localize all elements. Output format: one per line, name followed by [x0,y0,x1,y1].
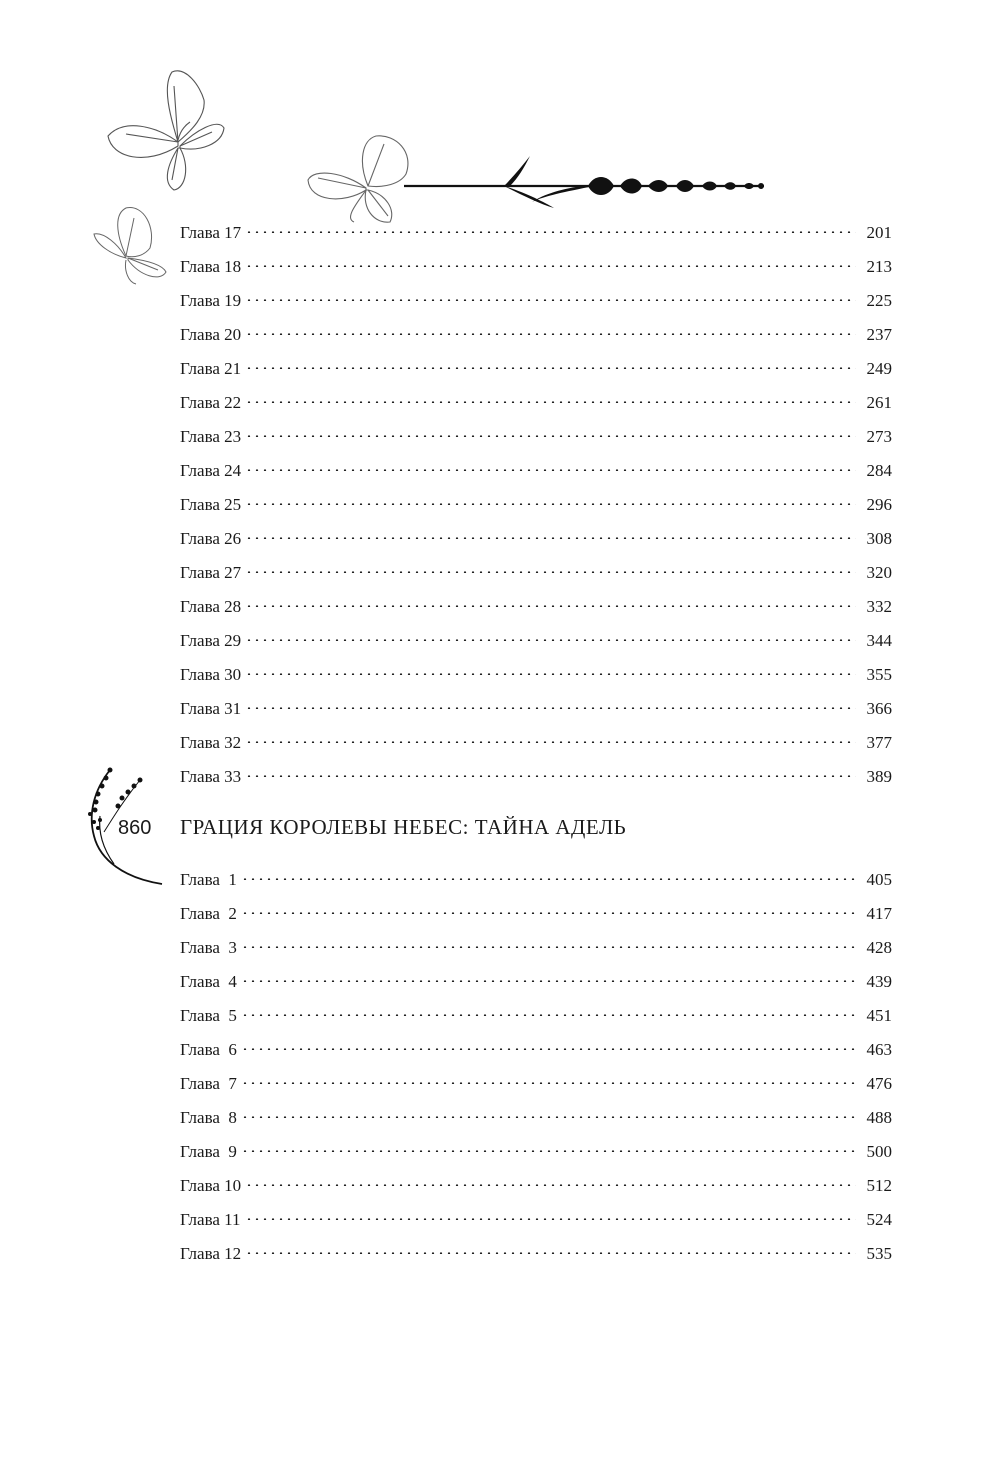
chapter-page-number: 213 [866,257,892,276]
toc-entry [180,624,892,658]
dot-leader [245,775,856,777]
toc-entry [180,488,892,522]
toc-list [180,863,892,1271]
chapter-label: Глава 29 [180,631,242,650]
dot-leader [245,605,856,607]
chapter-label: Глава 6 [180,1040,237,1059]
dot-leader [245,1218,856,1220]
dot-leader [245,673,856,675]
dot-leader [245,741,856,743]
toc-entry [180,284,892,318]
chapter-label: Глава 9 [180,1142,237,1161]
chapter-label: Глава 17 [180,223,242,242]
dot-leader [245,571,856,573]
toc-entry [180,216,892,250]
dot-leader [241,980,856,982]
dot-leader [241,1116,856,1118]
toc-entry [180,386,892,420]
chapter-label: Глава 4 [180,972,237,991]
dot-leader [241,946,856,948]
chapter-label: Глава 10 [180,1176,242,1195]
chapter-page-number: 296 [866,495,892,514]
chapter-page-number: 261 [866,393,892,412]
chapter-page-number: 344 [866,631,892,650]
page-number: 860 [118,817,152,839]
toc-entry [180,999,892,1033]
chapter-label: Глава 28 [180,597,242,616]
chapter-page-number: 389 [866,767,892,786]
dot-leader [241,912,856,914]
chapter-page-number: 308 [866,529,892,548]
chapter-page-number: 320 [866,563,892,582]
chapter-label: Глава 21 [180,359,242,378]
toc-entry [180,863,892,897]
dot-leader [241,1014,856,1016]
dot-leader [241,878,856,880]
chapter-label: Глава 26 [180,529,242,548]
toc-entry [180,1203,892,1237]
toc-entry [180,250,892,284]
dot-leader [245,1184,856,1186]
chapter-page-number: 417 [866,904,892,923]
toc-entry [180,352,892,386]
toc-entry [180,454,892,488]
chapter-page-number: 237 [866,325,892,344]
toc-entry [180,931,892,965]
dot-leader [241,1048,856,1050]
dot-leader [245,231,856,233]
chapter-label: Глава 23 [180,427,242,446]
chapter-page-number: 428 [866,938,892,957]
dot-leader [245,367,856,369]
chapter-label: Глава 5 [180,1006,237,1025]
toc-entry [180,726,892,760]
chapter-page-number: 512 [866,1176,892,1195]
toc-entry [180,420,892,454]
chapter-label: Глава 30 [180,665,242,684]
dot-leader [241,1150,856,1152]
chapter-page-number: 355 [866,665,892,684]
dot-leader [241,1082,856,1084]
toc-entry [180,692,892,726]
chapter-label: Глава 7 [180,1074,237,1093]
toc-entry [180,590,892,624]
chapter-page-number: 366 [866,699,892,718]
dot-leader [245,265,856,267]
toc-entry [180,1169,892,1203]
butterfly-branch-icon [304,132,768,228]
chapter-page-number: 225 [866,291,892,310]
dot-leader [245,503,856,505]
chapter-label: Глава 1 [180,870,237,889]
chapter-label: Глава 31 [180,699,242,718]
chapter-page-number: 524 [866,1210,892,1229]
dot-leader [245,1252,856,1254]
section-title: ГРАЦИЯ КОРОЛЕВЫ НЕБЕС: ТАЙНА АДЕЛЬ [180,815,627,839]
toc-entry [180,760,892,794]
toc-list [180,216,892,794]
dot-leader [245,299,856,301]
toc-entry [180,522,892,556]
chapter-label: Глава 20 [180,325,242,344]
chapter-label: Глава 32 [180,733,242,752]
dot-leader [245,401,856,403]
toc-entry [180,318,892,352]
chapter-label: Глава 24 [180,461,242,480]
chapter-page-number: 332 [866,597,892,616]
chapter-page-number: 249 [866,359,892,378]
chapter-page-number: 463 [866,1040,892,1059]
toc-entry [180,556,892,590]
chapter-page-number: 476 [866,1074,892,1093]
chapter-label: Глава 27 [180,563,242,582]
toc-entry [180,1135,892,1169]
chapter-label: Глава 22 [180,393,242,412]
chapter-label: Глава 25 [180,495,242,514]
dot-leader [245,435,856,437]
toc-entry [180,1237,892,1271]
dot-leader [245,639,856,641]
chapter-label: Глава 2 [180,904,237,923]
chapter-page-number: 284 [866,461,892,480]
chapter-page-number: 439 [866,972,892,991]
butterfly-small-icon [90,204,170,289]
toc-entry [180,965,892,999]
butterfly-large-icon [100,66,230,196]
chapter-page-number: 405 [866,870,892,889]
chapter-page-number: 377 [866,733,892,752]
chapter-label: Глава 19 [180,291,242,310]
chapter-page-number: 273 [866,427,892,446]
toc-entry [180,658,892,692]
toc-entry [180,1067,892,1101]
chapter-label: Глава 18 [180,257,242,276]
chapter-page-number: 535 [866,1244,892,1263]
chapter-label: Глава 11 [180,1210,241,1229]
chapter-label: Глава 3 [180,938,237,957]
chapter-page-number: 451 [866,1006,892,1025]
toc-entry [180,1033,892,1067]
chapter-label: Глава 12 [180,1244,242,1263]
chapter-label: Глава 8 [180,1108,237,1127]
dot-leader [245,537,856,539]
dot-leader [245,469,856,471]
dot-leader [245,707,856,709]
chapter-page-number: 488 [866,1108,892,1127]
toc-entry [180,897,892,931]
toc-entry [180,1101,892,1135]
chapter-page-number: 500 [866,1142,892,1161]
chapter-page-number: 201 [866,223,892,242]
chapter-label: Глава 33 [180,767,242,786]
dot-leader [245,333,856,335]
